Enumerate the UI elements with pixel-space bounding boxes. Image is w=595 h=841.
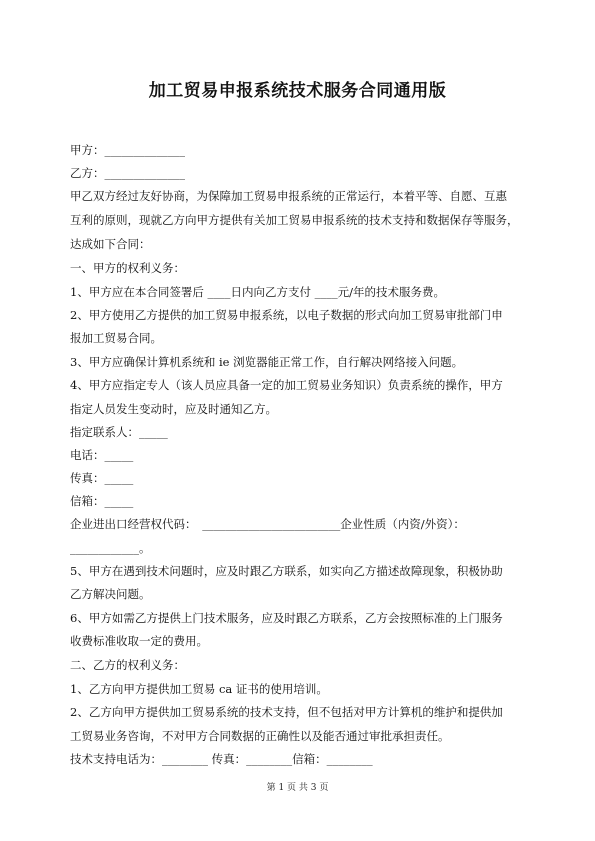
intro-line-3: 达成如下合同：	[70, 237, 151, 251]
page-number-footer: 第 1 页 共 3 页	[266, 783, 329, 793]
fax-line: 传真：_____	[70, 471, 134, 485]
clause-a5-line-1: 5、甲方在遇到技术问题时，应及时跟乙方联系，如实向乙方描述故障现象，积极协助	[70, 564, 503, 578]
clause-a2-line-2: 报加工贸易合同。	[70, 331, 162, 345]
clause-b2-line-2: 工贸易业务咨询，不对甲方合同数据的正确性以及能否通过审批承担责任。	[70, 729, 450, 743]
clause-b1: 1、乙方向甲方提供加工贸易 ca 证书的使用培训。	[70, 682, 328, 696]
enterprise-code-line-2: ____________。	[70, 541, 151, 555]
phone-line: 电话：_____	[70, 448, 134, 462]
section-heading-party-a: 一、甲方的权利义务：	[70, 261, 185, 275]
clause-a4-line-1: 4、甲方应指定专人（该人员应具备一定的加工贸易业务知识）负责系统的操作，甲方	[70, 378, 503, 392]
clause-a1: 1、甲方应在本合同签署后 ____日内向乙方支付 ____元/年的技术服务费。	[70, 285, 445, 299]
intro-line-1: 甲乙双方经过友好协商，为保障加工贸易申报系统的正常运行，本着平等、自愿、互惠	[70, 189, 507, 203]
clause-b2-line-1: 2、乙方向甲方提供加工贸易系统的技术支持，但不包括对甲方计算机的维护和提供加	[70, 705, 503, 719]
contact-person-line: 指定联系人：_____	[70, 425, 168, 439]
clause-a3: 3、甲方应确保计算机系统和 ie 浏览器能正常工作，自行解决网络接入问题。	[70, 355, 464, 369]
clause-a2-line-1: 2、甲方使用乙方提供的加工贸易申报系统，以电子数据的形式向加工贸易审批部门申	[70, 308, 503, 322]
mailbox-line: 信箱：_____	[70, 494, 134, 508]
document-title: 加工贸易申报系统技术服务合同通用版	[148, 81, 447, 101]
enterprise-code-line: 企业进出口经营权代码： ________________________企业性质（内资/外资）：	[70, 517, 465, 531]
section-heading-party-b: 二、乙方的权利义务：	[70, 658, 185, 672]
clause-a6-line-2: 收费标准收取一定的费用。	[70, 634, 208, 648]
clause-a5-line-2: 乙方解决问题。	[70, 587, 151, 601]
party-b-line: 乙方：______________	[70, 166, 185, 180]
intro-line-2: 互利的原则，现就乙方向甲方提供有关加工贸易申报系统的技术支持和数据保存等服务，	[70, 213, 519, 227]
clause-a4-line-2: 指定人员发生变动时，应及时通知乙方。	[70, 402, 277, 416]
support-contact-line: 技术支持电话为：________ 传真：________信箱：________	[70, 752, 373, 766]
clause-a6-line-1: 6、甲方如需乙方提供上门技术服务，应及时跟乙方联系，乙方会按照标准的上门服务	[70, 611, 503, 625]
party-a-line: 甲方：______________	[70, 143, 185, 157]
